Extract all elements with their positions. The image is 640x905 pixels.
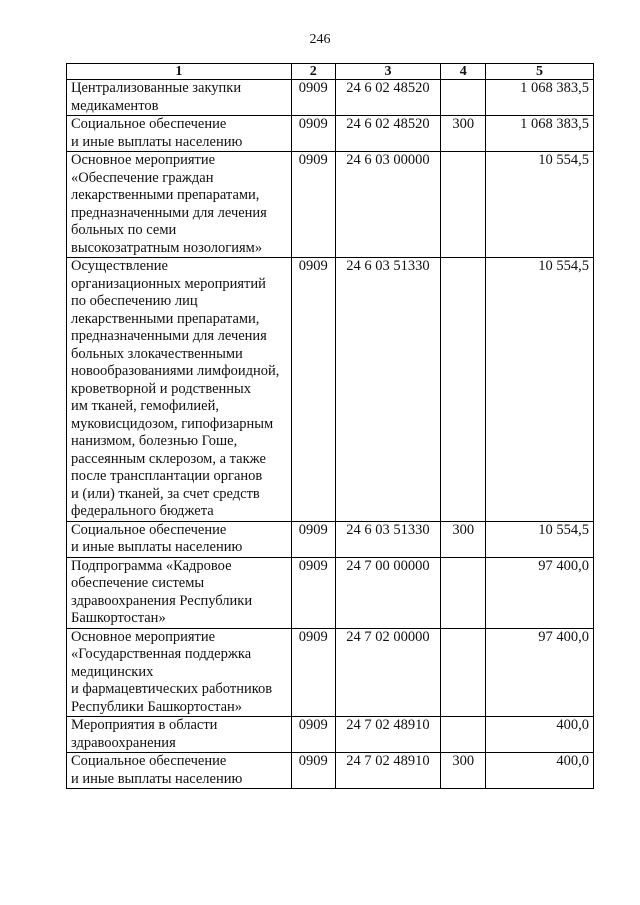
target-article-cell: 24 7 02 00000 bbox=[335, 628, 441, 717]
table-row bbox=[67, 717, 594, 753]
section-code-cell: 0909 bbox=[291, 557, 335, 628]
target-article-cell: 24 7 00 00000 bbox=[335, 557, 441, 628]
target-article-cell: 24 6 03 00000 bbox=[335, 152, 441, 258]
table-row bbox=[67, 628, 594, 717]
expense-type-cell bbox=[441, 258, 486, 522]
amount-cell: 400,0 bbox=[486, 753, 594, 789]
section-code-cell: 0909 bbox=[291, 116, 335, 152]
expense-type-cell bbox=[441, 80, 486, 116]
row-name-cell: Осуществление организационных мероприятий по обеспечению лиц лекарственными препаратами, предназначенными для лечения больных злокачественными новообразованиями лимфоидной, кроветворной и родственных им тканей, гемофилией, муковисцидозом, гипофизарным нанизмом, болезнью Гоше, рассеянным склерозом, а также после трансплантации органов и (или) тканей, за счет средств федерального бюджета bbox=[67, 258, 292, 522]
table-row bbox=[67, 753, 594, 789]
table-row bbox=[67, 258, 594, 522]
expense-type-cell: 300 bbox=[441, 116, 486, 152]
expense-type-cell bbox=[441, 717, 486, 753]
amount-cell: 1 068 383,5 bbox=[486, 80, 594, 116]
amount-cell: 400,0 bbox=[486, 717, 594, 753]
table-row bbox=[67, 557, 594, 628]
amount-cell: 97 400,0 bbox=[486, 628, 594, 717]
page-number: 246 bbox=[309, 32, 331, 47]
section-code-cell: 0909 bbox=[291, 80, 335, 116]
target-article-cell: 24 6 03 51330 bbox=[335, 258, 441, 522]
amount-cell: 10 554,5 bbox=[486, 152, 594, 258]
expense-type-cell: 300 bbox=[441, 753, 486, 789]
column-header-4: 4 bbox=[441, 64, 486, 80]
amount-cell: 10 554,5 bbox=[486, 521, 594, 557]
target-article-cell: 24 6 02 48520 bbox=[335, 80, 441, 116]
budget-table bbox=[66, 63, 594, 789]
table-header-row bbox=[67, 64, 594, 80]
column-header-5: 5 bbox=[486, 64, 594, 80]
amount-cell: 10 554,5 bbox=[486, 258, 594, 522]
table-row bbox=[67, 116, 594, 152]
section-code-cell: 0909 bbox=[291, 521, 335, 557]
target-article-cell: 24 6 02 48520 bbox=[335, 116, 441, 152]
column-header-3: 3 bbox=[335, 64, 441, 80]
amount-cell: 97 400,0 bbox=[486, 557, 594, 628]
section-code-cell: 0909 bbox=[291, 717, 335, 753]
row-name-cell: Социальное обеспечение и иные выплаты населению bbox=[67, 521, 292, 557]
target-article-cell: 24 6 03 51330 bbox=[335, 521, 441, 557]
column-header-2: 2 bbox=[291, 64, 335, 80]
section-code-cell: 0909 bbox=[291, 152, 335, 258]
row-name-cell: Централизованные закупки медикаментов bbox=[67, 80, 292, 116]
expense-type-cell bbox=[441, 152, 486, 258]
target-article-cell: 24 7 02 48910 bbox=[335, 753, 441, 789]
section-code-cell: 0909 bbox=[291, 753, 335, 789]
expense-type-cell bbox=[441, 628, 486, 717]
row-name-cell: Основное мероприятие «Обеспечение граждан лекарственными препаратами, предназначенными для лечения больных по семи высокозатратным нозологиям» bbox=[67, 152, 292, 258]
row-name-cell: Основное мероприятие «Государственная поддержка медицинских и фармацевтических работников Республики Башкортостан» bbox=[67, 628, 292, 717]
table-row bbox=[67, 152, 594, 258]
section-code-cell: 0909 bbox=[291, 258, 335, 522]
row-name-cell: Подпрограмма «Кадровое обеспечение системы здравоохранения Республики Башкортостан» bbox=[67, 557, 292, 628]
section-code-cell: 0909 bbox=[291, 628, 335, 717]
row-name-cell: Социальное обеспечение и иные выплаты населению bbox=[67, 116, 292, 152]
column-header-1: 1 bbox=[67, 64, 292, 80]
row-name-cell: Мероприятия в области здравоохранения bbox=[67, 717, 292, 753]
expense-type-cell bbox=[441, 557, 486, 628]
amount-cell: 1 068 383,5 bbox=[486, 116, 594, 152]
expense-type-cell: 300 bbox=[441, 521, 486, 557]
table-row bbox=[67, 80, 594, 116]
row-name-cell: Социальное обеспечение и иные выплаты населению bbox=[67, 753, 292, 789]
table-row bbox=[67, 521, 594, 557]
target-article-cell: 24 7 02 48910 bbox=[335, 717, 441, 753]
